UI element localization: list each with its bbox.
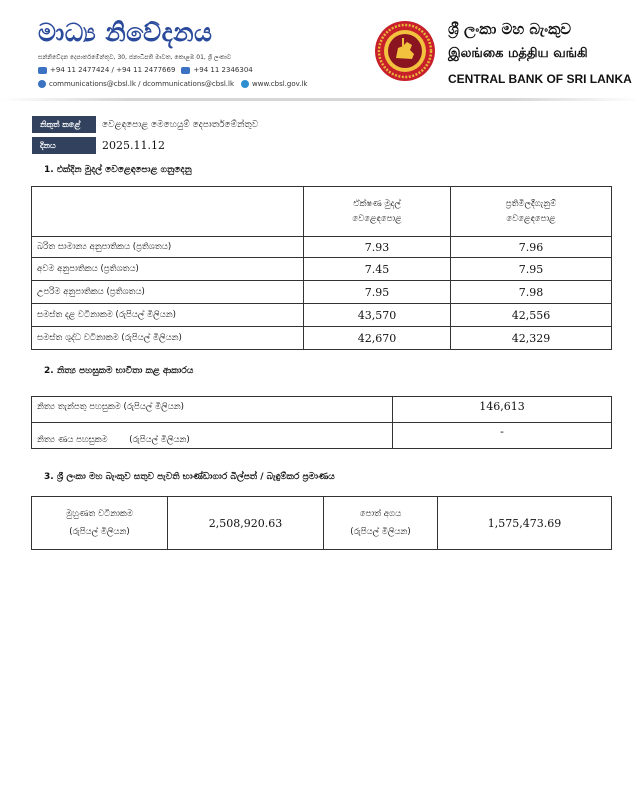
standing-facility-table bbox=[31, 396, 612, 449]
book-value-label: පොත් අගය (රුපියල් මිලියන) bbox=[324, 497, 438, 550]
bank-name-tamil: இலங்கை மத்திய வங்கி bbox=[448, 46, 588, 61]
bank-name-english: CENTRAL BANK OF SRI LANKA bbox=[448, 72, 632, 86]
section-3-heading: 3. ශ්‍රී ලංකා මහ බැංකුව සතුව පැවති භාණ්ඩාගාර බිල්පත් / බැඳුම්කර ප්‍රමාණය bbox=[44, 472, 335, 482]
book-value: 1,575,473.69 bbox=[438, 497, 612, 550]
date-row bbox=[32, 137, 165, 154]
table-row: නිත්‍ය තැන්පතු පහසුකම (රුපියල් මිලියන) 146,613 bbox=[32, 397, 612, 423]
repo-market-header: ප්‍රතිමිලදීගැනුම් වෙළෙඳපොළ bbox=[451, 187, 612, 237]
bank-name-sinhala: ශ්‍රී ලංකා මහ බැංකුව bbox=[448, 20, 572, 38]
table-row bbox=[32, 497, 612, 550]
website-link[interactable]: www.cbsl.gov.lk bbox=[252, 80, 308, 88]
header-divider bbox=[0, 98, 640, 101]
issued-by-value: වෙළඳපොළ මෙහෙයුම් දෙපාර්තමේන්තුව bbox=[102, 119, 259, 130]
email-addresses: communications@cbsl.lk / dcommunications@cbsl.lk bbox=[49, 80, 235, 88]
date-label: දිනය bbox=[32, 137, 96, 154]
issued-by-label: නිකුත් කළේ bbox=[32, 116, 96, 133]
phone-icon bbox=[38, 67, 47, 74]
money-market-table bbox=[31, 186, 612, 350]
table-row: සමස්ත දළ වටිනාකම (රුපියල් මිලියන) 43,570 42,556 bbox=[32, 304, 612, 327]
section-1-heading: 1. එක්දින මුදල් වෙළෙඳපොළ ගනුදෙනු bbox=[44, 165, 192, 175]
table-row: අවම අනුපාතිකය (ප්‍රතිශතය) 7.45 7.95 bbox=[32, 258, 612, 281]
phone-numbers: +94 11 2477424 / +94 11 2477669 bbox=[50, 66, 176, 74]
fax-number: +94 11 2346304 bbox=[193, 66, 253, 74]
phone-row bbox=[38, 66, 253, 74]
call-money-header: ඒක්ෂණ මුදල් වෙළෙඳපොළ bbox=[304, 187, 451, 237]
table-row: නිත්‍ය ණය පහසුකම (රුපියල් මිලියන) - bbox=[32, 423, 612, 449]
face-value: 2,508,920.63 bbox=[168, 497, 324, 550]
email-row bbox=[38, 80, 307, 88]
table-row: බරිත සාමාන්‍ය අනුපාතිකය (ප්‍රතිශතය) 7.93 7.96 bbox=[32, 237, 612, 258]
section-2-heading: 2. නිත්‍ය පහසුකම භාවිතා කළ ආකාරය bbox=[44, 366, 194, 376]
media-release-title: මාධ්‍ය නිවේදනය bbox=[38, 18, 213, 47]
central-bank-seal-icon bbox=[374, 20, 436, 82]
letterhead bbox=[0, 0, 640, 104]
email-icon bbox=[38, 80, 46, 88]
face-value-label: මුහුණත වටිනාකම (රුපියල් මිලියන) bbox=[32, 497, 168, 550]
table-row: උපරිම අනුපාතිකය (ප්‍රතිශතය) 7.95 7.98 bbox=[32, 281, 612, 304]
issued-by-row bbox=[32, 116, 258, 133]
table-row: සමස්ත ශුද්ධ වටිනාකම (රුපියල් මිලියන) 42,670 42,329 bbox=[32, 327, 612, 350]
securities-holding-table bbox=[31, 496, 612, 550]
department-address: සන්නිවේදන දෙපාර්තමේන්තුව, 30, ජනාධිපති මාවත, කොළඹ 01, ශ්‍රී ලංකාව bbox=[38, 54, 232, 61]
fax-icon bbox=[181, 67, 190, 74]
date-value: 2025.11.12 bbox=[102, 139, 165, 152]
table-header-row bbox=[32, 187, 612, 237]
globe-icon bbox=[241, 80, 249, 88]
